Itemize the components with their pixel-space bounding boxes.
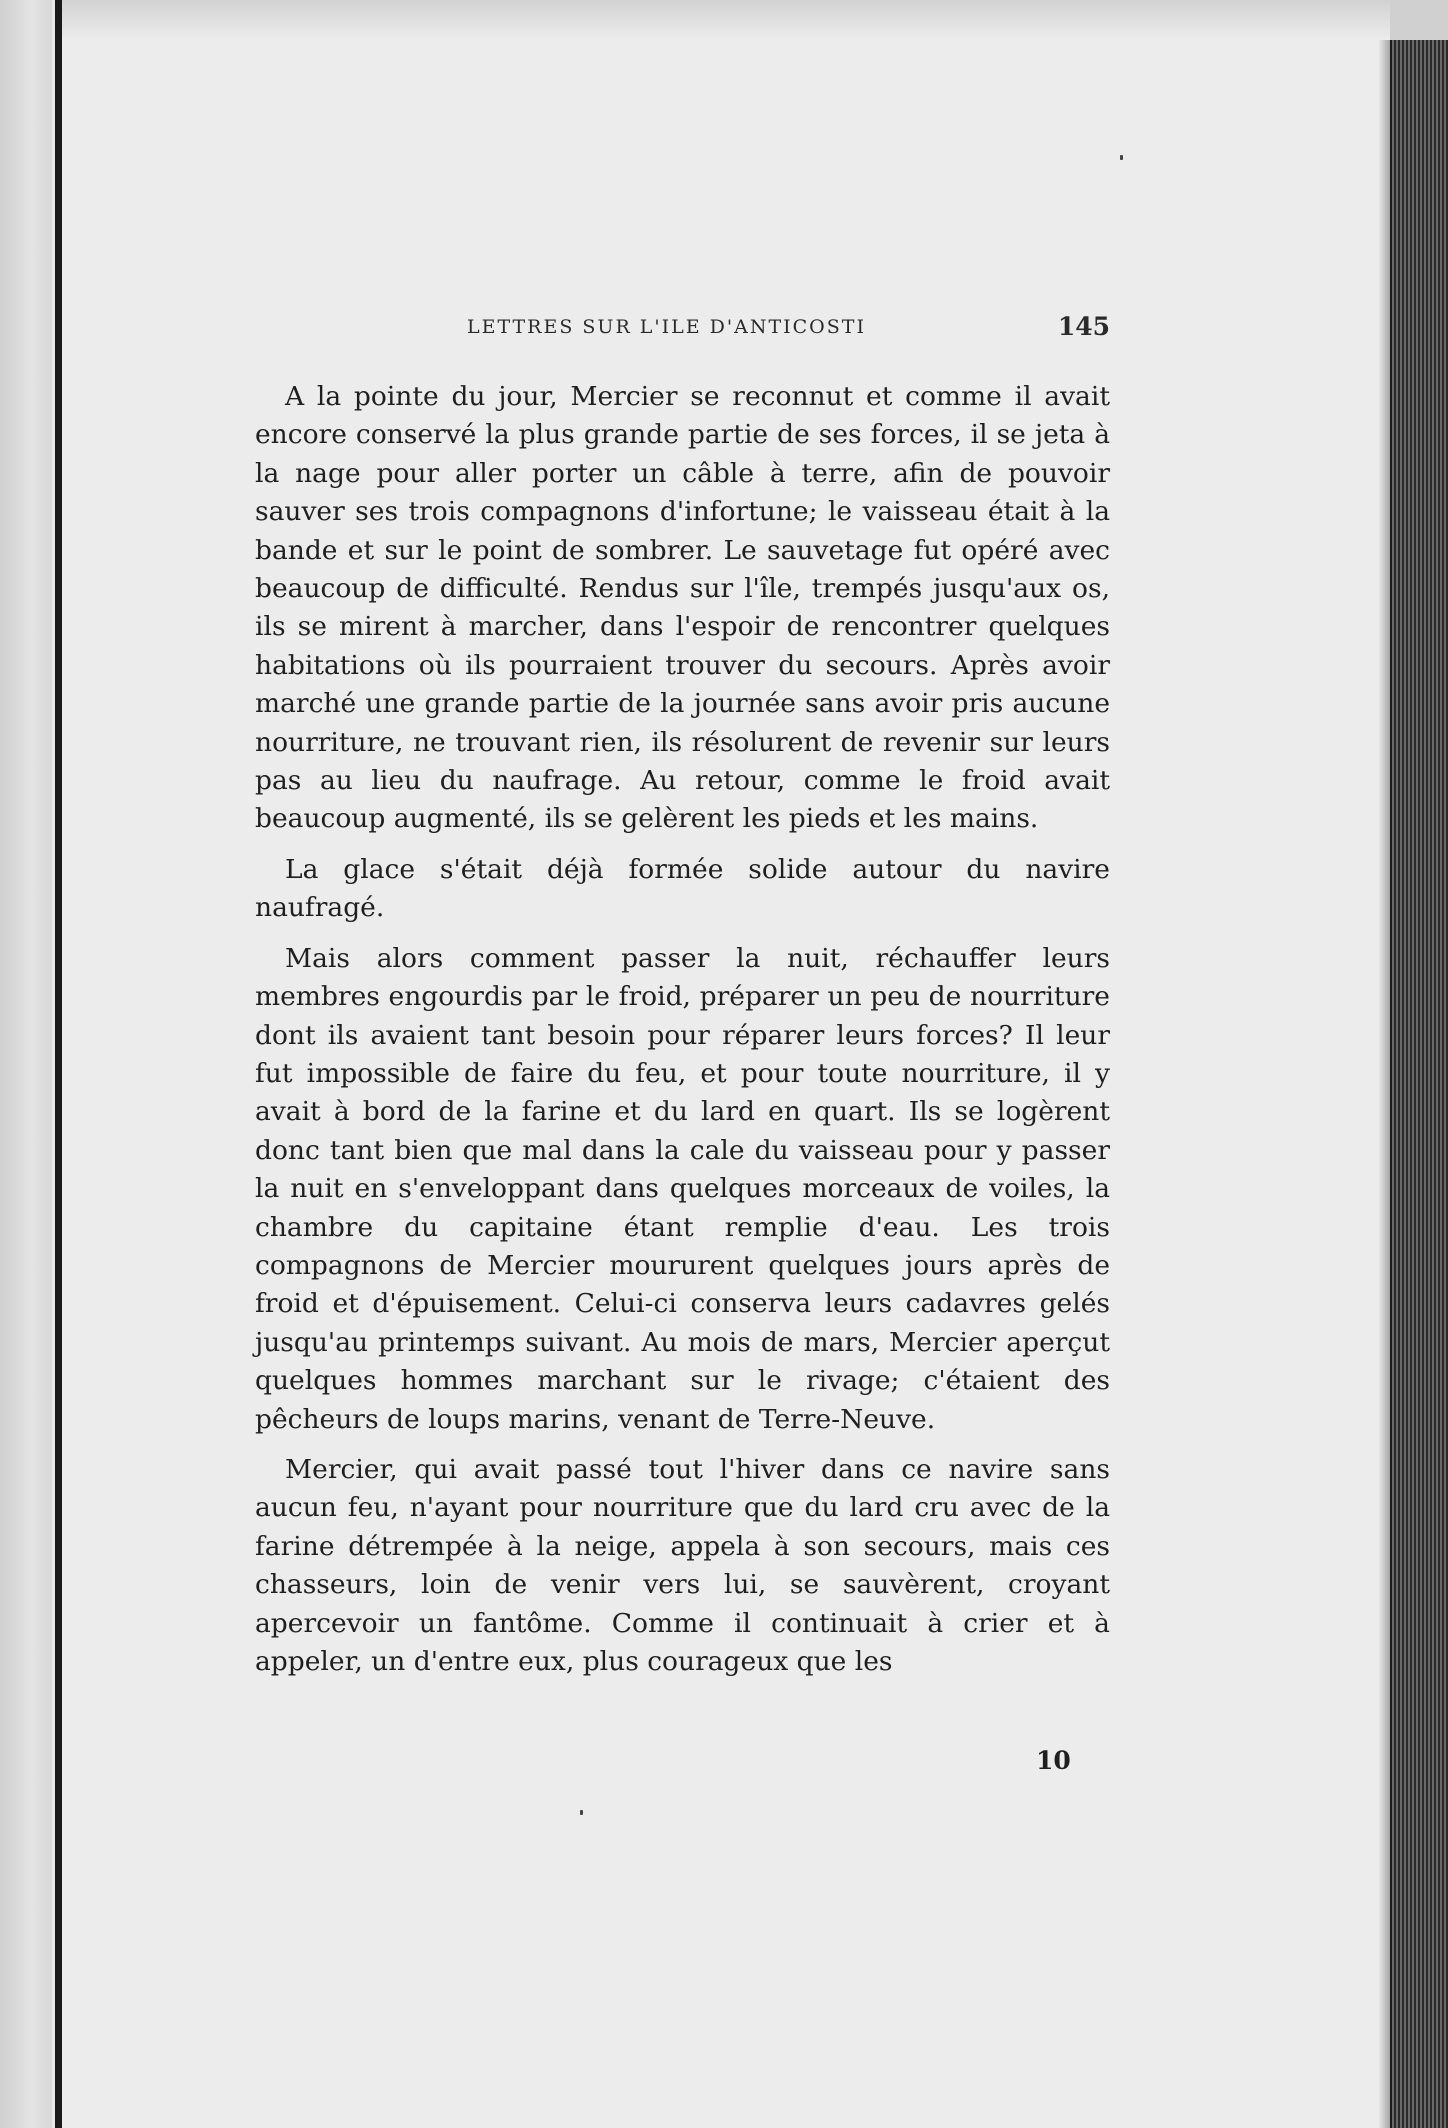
page-top-shadow	[62, 0, 1390, 40]
fore-edge-top	[1390, 0, 1448, 40]
page-number: 145	[1057, 312, 1110, 341]
scan-speck	[1120, 155, 1123, 160]
running-title: LETTRES SUR L'ILE D'ANTICOSTI	[467, 316, 866, 338]
paragraph-1: A la pointe du jour, Mercier se reconnut et comme il avait encore conservé la plus grande partie de ses forces, il se jeta à la nage pour aller porter un câble à terre, afin de pouvoir sauver ses trois compagnons d'infortune; le vaisseau était à la bande et sur le point de sombrer. Le sauvetage fut opéré avec beaucoup de difficulté. Rendus sur l'île, trempés jusqu'aux os, ils se mirent à marcher, dans l'espoir de rencontrer quelques habitations où ils pourraient trouver du secours. Après avoir marché une grande partie de la journée sans avoir pris aucune nourriture, ne trouvant rien, ils résolurent de revenir sur leurs pas au lieu du naufrage. Au retour, comme le froid avait beaucoup augmenté, ils se gelèrent les pieds et les mains.	[255, 381, 1110, 835]
previous-page-edge	[0, 0, 52, 2128]
paragraph-4: Mercier, qui avait passé tout l'hiver dans ce navire sans aucun feu, n'ayant pour nourriture que du lard cru avec de la farine détrempée à la neige, appela à son secours, mais ces chasseurs, loin de venir vers lui, se sauvèrent, croyant apercevoir un fantôme. Comme il continuait à crier et à appeler, un d'entre eux, plus courageux que les	[255, 1453, 1110, 1677]
book-fore-edge	[1390, 40, 1448, 2128]
scan-speck	[580, 1810, 583, 1815]
signature-mark: 10	[1036, 1746, 1071, 1775]
fore-edge-shadow	[1378, 40, 1392, 2128]
body-text	[255, 378, 1110, 1681]
binding-gutter	[55, 0, 62, 2128]
paragraph-3: Mais alors comment passer la nuit, réchauffer leurs membres engourdis par le froid, préparer un peu de nourriture dont ils avaient tant besoin pour réparer leurs forces? Il leur fut impossible de faire du feu, et pour toute nourriture, il y avait à bord de la farine et du lard en quart. Ils se logèrent donc tant bien que mal dans la cale du vaisseau pour y passer la nuit en s'enveloppant dans quelques morceaux de voiles, la chambre du capitaine étant remplie d'eau. Les trois compagnons de Mercier moururent quelques jours après de froid et d'épuisement. Celui-ci conserva leurs cadavres gelés jusqu'au printemps suivant. Au mois de mars, Mercier aperçut quelques hommes marchant sur le rivage; c'étaient des pêcheurs de loups marins, venant de Terre-Neuve.	[255, 942, 1110, 1435]
running-head	[255, 312, 1110, 348]
paragraph-2: La glace s'était déjà formée solide autour du navire naufragé.	[255, 853, 1110, 924]
